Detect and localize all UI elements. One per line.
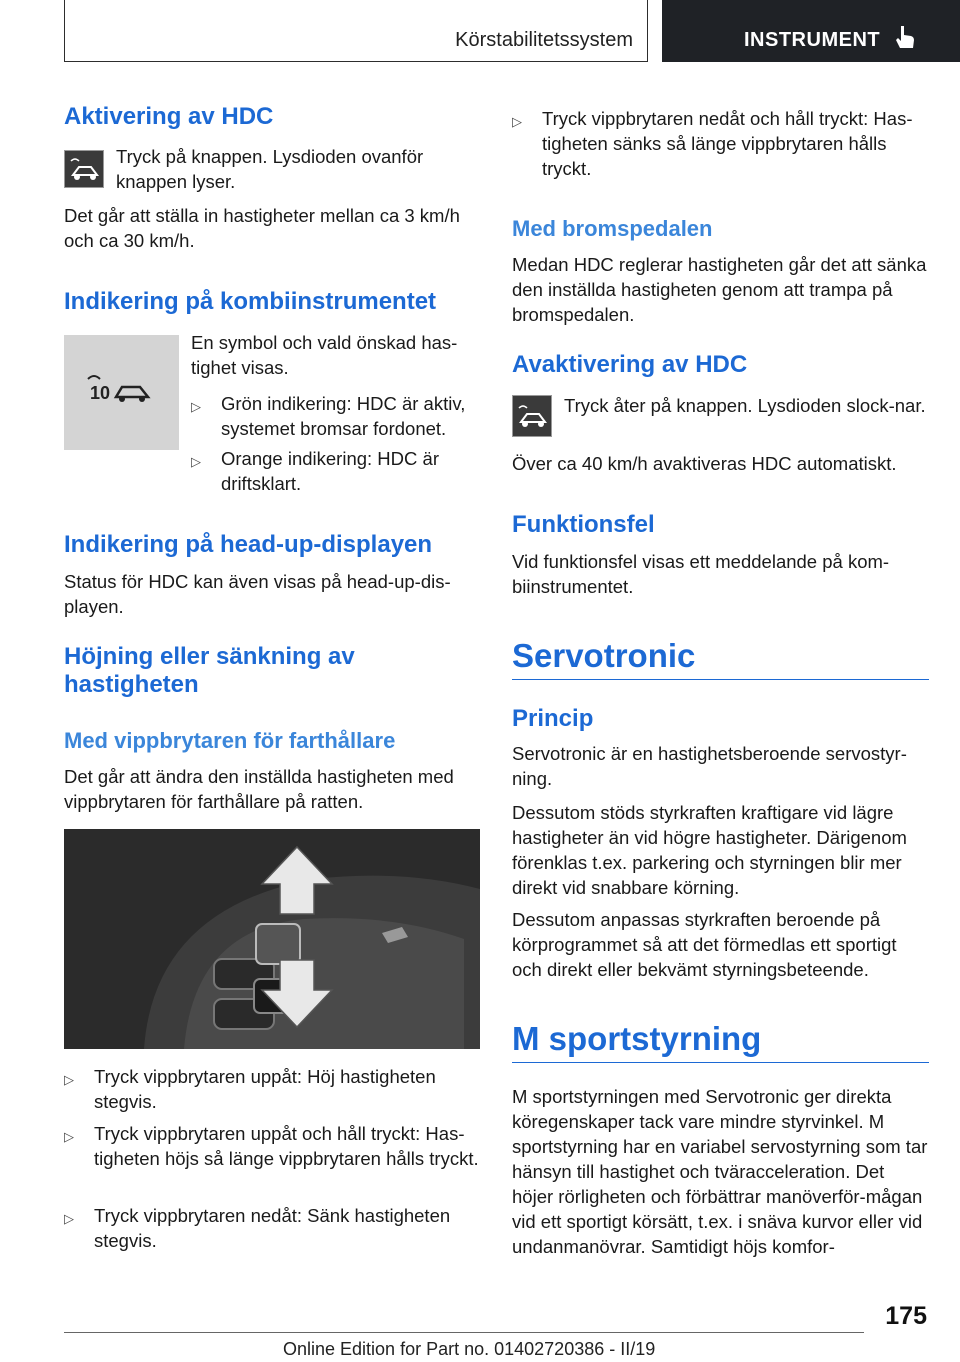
steering-wheel-rocker-image xyxy=(64,829,480,1049)
avaktivering-heading: Avaktivering av HDC xyxy=(512,351,748,378)
pointing-hand-icon xyxy=(894,24,916,50)
hud-text: Status för HDC kan även visas på head-up-dis-playen. xyxy=(64,571,451,617)
page-number: 175 xyxy=(885,1302,927,1330)
princip-text-1: Servotronic är en hastighetsberoende servostyr-ning. xyxy=(512,743,907,789)
bullet-text: Grön indikering: HDC är aktiv, systemet bromsar fordonet. xyxy=(221,393,466,439)
list-item xyxy=(191,391,479,441)
kombi-text: En symbol och vald önskad has-tighet visas. xyxy=(191,332,458,378)
list-item xyxy=(191,446,479,496)
triangle-bullet-icon: ▷ xyxy=(191,454,201,469)
broms-text: Medan HDC reglerar hastigheten går det att sänka den inställda hastigheten genom att trampa på bromspedalen. xyxy=(512,254,927,325)
aktivering-speed-text: Det går att ställa in hastigheter mellan ca 3 km/h och ca 30 km/h. xyxy=(64,205,460,251)
triangle-bullet-icon: ▷ xyxy=(191,399,201,414)
princip-text-2: Dessutom stöds styrkraften kraftigare vid lägre hastigheter än vid högre hastigheter. Därigenom förenklas t.ex. parkering och styrningen blir mer direkt vid snabbare körning. xyxy=(512,802,907,898)
list-item xyxy=(64,1121,479,1171)
list-item xyxy=(512,106,929,181)
aktivering-heading: Aktivering av HDC xyxy=(64,103,274,130)
triangle-bullet-icon: ▷ xyxy=(64,1072,74,1087)
triangle-bullet-icon: ▷ xyxy=(512,114,522,129)
footer-edition: Online Edition for Part no. 01402720386 - II/19 xyxy=(283,1339,656,1359)
avaktivering-icon-text: Tryck åter på knappen. Lysdioden slock-nar. xyxy=(564,395,926,416)
msport-text: M sportstyrningen med Servotronic ger direkta köregenskaper tack vare mindre styrvinkel. M sportstyrning har en variabel servostyrning som tar hänsyn till hastighet och tväracceleration. Det höjer rörligheten och förbättrar manöverför-mågan vid ett sportigt körsätt, t.ex. i snäva kurvor eller vid undanmanövrar. Samtidigt höjs komfor- xyxy=(512,1086,928,1257)
avaktivering-speed-text: Över ca 40 km/h avaktiveras HDC automatiskt. xyxy=(512,453,897,474)
header-chapter-title: INSTRUMENT xyxy=(744,29,881,51)
bullet-text: Tryck vippbrytaren nedåt: Sänk hastigheten stegvis. xyxy=(94,1205,451,1251)
list-item xyxy=(64,1064,479,1114)
bullet-text: Orange indikering: HDC är driftsklart. xyxy=(221,448,439,494)
header-section-box xyxy=(64,0,648,62)
header-section-title: Körstabilitetssystem xyxy=(455,29,633,51)
section-divider xyxy=(512,1062,929,1063)
hdc-button-icon xyxy=(512,395,552,437)
header-chapter-box xyxy=(662,0,960,62)
triangle-bullet-icon: ▷ xyxy=(64,1211,74,1226)
triangle-bullet-icon: ▷ xyxy=(64,1129,74,1144)
hdc-display-symbol xyxy=(64,335,179,450)
vipp-heading: Med vippbrytaren för farthållare xyxy=(64,728,396,753)
broms-heading: Med bromspedalen xyxy=(512,216,713,241)
hdc-button-icon xyxy=(64,150,104,188)
list-item xyxy=(64,1203,479,1253)
kombi-heading: Indikering på kombiinstrumentet xyxy=(64,288,437,315)
vipp-text: Det går att ändra den inställda hastigheten med vippbrytaren för farthållare på ratten. xyxy=(64,766,454,812)
bullet-text: Tryck vippbrytaren uppåt: Höj hastigheten stegvis. xyxy=(94,1066,436,1112)
princip-text-3: Dessutom anpassas styrkraften beroende på körprogrammet så att det förmedlas ett sportigt och direkt eller bekvämt styrningsbeteende. xyxy=(512,909,897,980)
servotronic-heading: Servotronic xyxy=(512,637,696,674)
hud-heading: Indikering på head-up-displayen xyxy=(64,531,433,558)
bullet-text: Tryck vippbrytaren nedåt och håll tryckt: Has-tigheten sänks så länge vippbrytaren hålls tryckt. xyxy=(542,108,913,179)
msport-heading: M sportstyrning xyxy=(512,1020,762,1057)
section-divider xyxy=(512,679,929,680)
princip-heading: Princip xyxy=(512,705,594,732)
footer-divider xyxy=(64,1332,864,1333)
bullet-text: Tryck vippbrytaren uppåt och håll tryckt: Has-tigheten höjs så länge vippbrytaren hålls tryckt. xyxy=(94,1123,479,1169)
kombi-display-value: 10 xyxy=(90,383,111,403)
funktionsfel-text: Vid funktionsfel visas ett meddelande på kom-biinstrumentet. xyxy=(512,551,890,597)
hojning-heading: Höjning eller sänkning av hastigheten xyxy=(64,643,355,698)
aktivering-icon-text: Tryck på knappen. Lysdioden ovanför knappen lyser. xyxy=(116,146,424,192)
funktionsfel-heading: Funktionsfel xyxy=(512,511,655,538)
